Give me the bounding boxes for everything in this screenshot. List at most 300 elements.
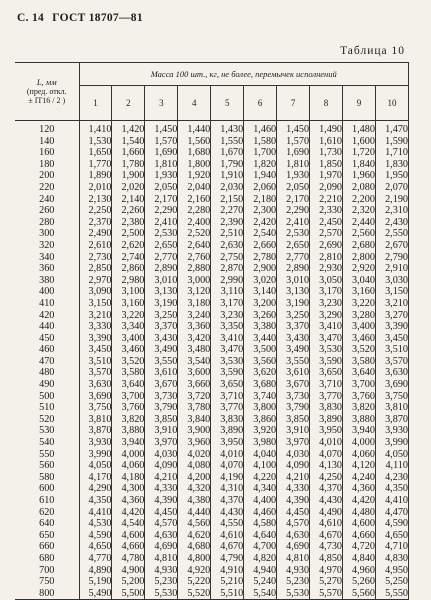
mass-cell: 2,620 [112,240,145,252]
mass-cell: 3,740 [244,391,277,403]
mass-cell: 3,500 [244,344,277,356]
mass-cell: 1,480 [343,121,376,136]
mass-cell: 3,580 [112,367,145,379]
length-cell: 140 [15,136,79,148]
mass-cell: 5,550 [375,588,408,600]
mass-cell: 4,700 [244,541,277,553]
length-cell: 440 [15,321,79,333]
mass-cell: 4,350 [375,483,408,495]
mass-cell: 4,380 [178,495,211,507]
mass-cell: 2,660 [244,240,277,252]
mass-cell: 1,800 [178,159,211,171]
table-row [15,553,409,565]
mass-cell: 3,950 [211,437,244,449]
table-body [15,121,409,600]
table-row [15,344,409,356]
mass-cell: 1,580 [244,136,277,148]
mass-cell: 4,810 [145,553,178,565]
mass-cell: 4,730 [310,541,343,553]
mass-cell: 2,670 [375,240,408,252]
mass-cell: 5,260 [343,576,376,588]
table-row [15,310,409,322]
length-cell: 660 [15,541,79,553]
mass-cell: 4,620 [178,530,211,542]
mass-cell: 3,030 [375,275,408,287]
mass-cell: 4,660 [112,541,145,553]
mass-cell: 4,640 [244,530,277,542]
mass-cell: 3,250 [145,310,178,322]
mass-cell: 4,170 [79,472,112,484]
mass-cell: 1,650 [79,147,112,159]
mass-cell: 3,850 [145,414,178,426]
mass-cell: 2,520 [178,228,211,240]
mass-cell: 3,590 [211,367,244,379]
mass-cell: 4,240 [343,472,376,484]
mass-cell: 2,080 [343,182,376,194]
mass-cell: 3,460 [343,333,376,345]
mass-cell: 2,130 [79,194,112,206]
table-row [15,298,409,310]
mass-cell: 4,320 [178,483,211,495]
mass-cell: 4,670 [310,530,343,542]
mass-cell: 4,840 [343,553,376,565]
mass-cell: 3,240 [178,310,211,322]
mass-cell: 4,970 [310,565,343,577]
mass-cell: 1,670 [211,147,244,159]
table-row [15,321,409,333]
table-row [15,228,409,240]
mass-cell: 3,600 [178,367,211,379]
mass-cell: 2,890 [145,263,178,275]
mass-cell: 1,730 [310,147,343,159]
mass-cell: 5,240 [244,576,277,588]
mass-cell: 4,550 [211,518,244,530]
length-cell: 360 [15,263,79,275]
mass-cell: 2,920 [343,263,376,275]
table-row [15,333,409,345]
mass-cell: 3,170 [211,298,244,310]
column-number-header: 7 [277,86,310,121]
mass-cell: 4,790 [211,553,244,565]
mass-cell: 1,910 [211,170,244,182]
mass-cell: 4,330 [277,483,310,495]
length-cell: 180 [15,159,79,171]
mass-cell: 5,570 [310,588,343,600]
mass-cell: 2,210 [310,194,343,206]
mass-cell: 2,510 [211,228,244,240]
mass-cell: 2,170 [145,194,178,206]
table-row [15,437,409,449]
mass-cell: 1,450 [145,121,178,136]
mass-cell: 5,270 [310,576,343,588]
length-cell: 610 [15,495,79,507]
mass-cell: 2,860 [112,263,145,275]
mass-cell: 1,720 [343,147,376,159]
mass-cell: 2,140 [112,194,145,206]
mass-cell: 1,550 [211,136,244,148]
mass-cell: 3,010 [277,275,310,287]
mass-cell: 4,210 [145,472,178,484]
mass-cell: 3,490 [145,344,178,356]
mass-cell: 2,040 [178,182,211,194]
table-row [15,472,409,484]
mass-cell: 4,330 [145,483,178,495]
length-cell: 640 [15,518,79,530]
mass-cell: 1,930 [277,170,310,182]
mass-cell: 3,020 [244,275,277,287]
mass-cell: 3,770 [310,391,343,403]
mass-cell: 4,060 [343,449,376,461]
table-row [15,147,409,159]
mass-cell: 3,550 [277,356,310,368]
mass-cell: 4,570 [145,518,178,530]
length-cell: 560 [15,460,79,472]
mass-cell: 3,810 [375,402,408,414]
mass-cell: 3,680 [244,379,277,391]
mass-cell: 3,230 [211,310,244,322]
mass-cell: 1,690 [277,147,310,159]
mass-cell: 3,930 [79,437,112,449]
mass-cell: 1,780 [112,159,145,171]
mass-cell: 4,430 [310,495,343,507]
mass-cell: 1,920 [178,170,211,182]
mass-cell: 1,430 [211,121,244,136]
mass-cell: 3,780 [178,402,211,414]
mass-cell: 3,870 [79,425,112,437]
mass-cell: 3,820 [343,402,376,414]
mass-cell: 3,620 [244,367,277,379]
mass-group-header: Масса 100 шт., кг, не более, перемычек исполнений [79,63,409,86]
mass-cell: 3,800 [244,402,277,414]
mass-cell: 4,210 [277,472,310,484]
mass-cell: 2,410 [277,217,310,229]
mass-cell: 3,220 [343,298,376,310]
mass-cell: 4,670 [211,541,244,553]
mass-cell: 2,440 [343,217,376,229]
mass-cell: 4,600 [343,518,376,530]
table-row [15,356,409,368]
mass-cell: 4,560 [178,518,211,530]
mass-cell: 2,680 [343,240,376,252]
mass-cell: 2,070 [375,182,408,194]
length-tolerance-value: ± IT16 / 2 ) [28,96,66,105]
mass-cell: 3,120 [178,286,211,298]
table-row [15,136,409,148]
length-cell: 530 [15,425,79,437]
mass-cell: 4,290 [79,483,112,495]
mass-cell: 3,420 [178,333,211,345]
mass-cell: 4,370 [310,483,343,495]
mass-cell: 4,340 [244,483,277,495]
mass-cell: 2,190 [375,194,408,206]
mass-cell: 3,880 [343,414,376,426]
mass-cell: 3,160 [112,298,145,310]
mass-cell: 2,280 [178,205,211,217]
mass-cell: 3,990 [375,437,408,449]
table-row [15,252,409,264]
mass-cell: 4,910 [211,565,244,577]
length-header [15,63,79,121]
mass-cell: 1,570 [145,136,178,148]
mass-cell: 2,420 [244,217,277,229]
table-row [15,402,409,414]
mass-cell: 3,710 [211,391,244,403]
mass-cell: 2,260 [112,205,145,217]
mass-cell: 4,530 [79,518,112,530]
mass-cell: 3,890 [211,425,244,437]
mass-cell: 3,720 [178,391,211,403]
mass-cell: 2,610 [79,240,112,252]
mass-cell: 1,900 [112,170,145,182]
mass-cell: 1,420 [112,121,145,136]
table-row [15,414,409,426]
mass-cell: 3,170 [310,286,343,298]
mass-cell: 3,570 [79,367,112,379]
length-cell: 420 [15,310,79,322]
mass-cell: 3,580 [343,356,376,368]
mass-cell: 3,610 [277,367,310,379]
mass-cell: 3,430 [145,333,178,345]
mass-cell: 4,690 [145,541,178,553]
mass-cell: 2,430 [375,217,408,229]
mass-cell: 4,900 [112,565,145,577]
mass-cell: 3,470 [211,344,244,356]
mass-cell: 2,970 [79,275,112,287]
mass-cell: 3,670 [277,379,310,391]
mass-cell: 3,430 [277,333,310,345]
mass-cell: 5,210 [211,576,244,588]
mass-cell: 3,610 [145,367,178,379]
mass-cell: 3,630 [375,367,408,379]
mass-cell: 3,530 [211,356,244,368]
mass-cell: 3,550 [145,356,178,368]
mass-cell: 4,580 [244,518,277,530]
mass-cell: 3,920 [244,425,277,437]
mass-cell: 4,450 [145,507,178,519]
mass-cell: 4,390 [145,495,178,507]
table-row [15,170,409,182]
mass-cell: 4,010 [211,449,244,461]
mass-cell: 4,360 [343,483,376,495]
mass-cell: 1,450 [277,121,310,136]
mass-cell: 3,010 [145,275,178,287]
mass-cell: 4,650 [79,541,112,553]
mass-cell: 1,540 [112,136,145,148]
mass-cell: 3,410 [310,321,343,333]
mass-cell: 3,860 [244,414,277,426]
column-number-header: 1 [79,86,112,121]
mass-cell: 3,940 [112,437,145,449]
mass-cell: 4,200 [178,472,211,484]
mass-cell: 3,190 [277,298,310,310]
mass-cell: 3,050 [310,275,343,287]
length-cell: 160 [15,147,79,159]
mass-cell: 4,080 [178,460,211,472]
mass-cell: 3,130 [145,286,178,298]
mass-cell: 1,590 [375,136,408,148]
mass-cell: 3,330 [79,321,112,333]
mass-cell: 3,980 [244,437,277,449]
mass-cell: 3,450 [79,344,112,356]
length-cell: 200 [15,170,79,182]
mass-cell: 2,790 [375,252,408,264]
mass-cell: 3,970 [277,437,310,449]
length-cell: 280 [15,217,79,229]
mass-cell: 4,490 [310,507,343,519]
mass-cell: 3,280 [343,310,376,322]
mass-cell: 2,650 [277,240,310,252]
mass-cell: 1,570 [277,136,310,148]
length-tolerance-note: (пред. откл. [26,87,67,96]
mass-cell: 3,990 [79,449,112,461]
mass-cell: 4,100 [244,460,277,472]
mass-cell: 3,910 [277,425,310,437]
length-cell: 580 [15,472,79,484]
mass-cell: 2,330 [310,205,343,217]
table-row [15,530,409,542]
mass-cell: 4,800 [178,553,211,565]
mass-cell: 5,230 [277,576,310,588]
mass-cell: 4,050 [79,460,112,472]
table-row [15,565,409,577]
table-row [15,518,409,530]
mass-cell: 1,600 [343,136,376,148]
mass-cell: 2,180 [244,194,277,206]
length-cell: 620 [15,507,79,519]
mass-cell: 2,550 [375,228,408,240]
mass-cell: 4,190 [211,472,244,484]
mass-cell: 3,930 [375,425,408,437]
table-row [15,507,409,519]
mass-cell: 1,810 [145,159,178,171]
table-row [15,588,409,600]
mass-cell: 3,190 [145,298,178,310]
mass-cell: 4,410 [375,495,408,507]
mass-cell: 2,050 [277,182,310,194]
mass-cell: 3,160 [343,286,376,298]
mass-cell: 4,400 [244,495,277,507]
mass-cell: 3,650 [310,367,343,379]
mass-cell: 3,460 [112,344,145,356]
mass-cell: 4,440 [178,507,211,519]
mass-cell: 2,400 [178,217,211,229]
mass-cell: 2,060 [244,182,277,194]
mass-cell: 2,810 [310,252,343,264]
mass-cell: 1,940 [244,170,277,182]
mass-cell: 3,640 [112,379,145,391]
mass-cell: 5,540 [244,588,277,600]
mass-cell: 4,660 [343,530,376,542]
mass-cell: 4,030 [277,449,310,461]
mass-cell: 1,830 [375,159,408,171]
mass-cell: 1,820 [244,159,277,171]
mass-cell: 5,490 [79,588,112,600]
mass-cell: 3,090 [79,286,112,298]
mass-cell: 3,370 [277,321,310,333]
table-row [15,217,409,229]
mass-cell: 3,220 [112,310,145,322]
length-cell: 380 [15,275,79,287]
mass-cell: 3,380 [244,321,277,333]
mass-cell: 4,850 [310,553,343,565]
mass-cell: 3,180 [178,298,211,310]
mass-cell: 4,020 [178,449,211,461]
mass-cell: 4,570 [277,518,310,530]
mass-cell: 4,250 [310,472,343,484]
mass-cell: 4,130 [310,460,343,472]
mass-cell: 3,830 [211,414,244,426]
mass-cell: 5,500 [112,588,145,600]
mass-cell: 4,930 [145,565,178,577]
mass-cell: 4,780 [112,553,145,565]
mass-cell: 4,070 [211,460,244,472]
mass-cell: 2,150 [211,194,244,206]
length-cell: 520 [15,414,79,426]
page-ref: С. 14 [17,12,45,24]
table-row [15,275,409,287]
mass-cell: 3,750 [79,402,112,414]
mass-cell: 1,890 [79,170,112,182]
mass-cell: 3,670 [145,379,178,391]
length-cell: 510 [15,402,79,414]
mass-cell: 2,390 [211,217,244,229]
mass-cell: 2,310 [375,205,408,217]
mass-cell: 1,470 [375,121,408,136]
mass-cell: 2,910 [375,263,408,275]
mass-cell: 4,600 [112,530,145,542]
mass-cell: 3,820 [112,414,145,426]
mass-cell: 2,030 [211,182,244,194]
mass-cell: 5,530 [145,588,178,600]
mass-cell: 4,950 [375,565,408,577]
mass-cell: 1,680 [178,147,211,159]
mass-cell: 1,770 [79,159,112,171]
mass-cell: 3,200 [244,298,277,310]
table-row [15,391,409,403]
length-cell: 320 [15,240,79,252]
mass-cell: 3,710 [310,379,343,391]
length-cell: 550 [15,449,79,461]
mass-cell: 3,390 [375,321,408,333]
mass-cell: 2,320 [343,205,376,217]
table-row [15,541,409,553]
mass-cell: 2,740 [112,252,145,264]
mass-cell: 2,640 [178,240,211,252]
mass-cell: 4,430 [211,507,244,519]
column-number-header: 4 [178,86,211,121]
length-cell: 750 [15,576,79,588]
mass-cell: 3,690 [375,379,408,391]
mass-cell: 4,480 [343,507,376,519]
mass-cell: 4,350 [79,495,112,507]
table-row [15,194,409,206]
mass-cell: 3,730 [145,391,178,403]
mass-cell: 2,560 [343,228,376,240]
mass-cell: 3,540 [178,356,211,368]
mass-cell: 4,630 [277,530,310,542]
length-cell: 450 [15,333,79,345]
mass-cell: 1,690 [145,147,178,159]
mass-cell: 3,250 [277,310,310,322]
mass-cell: 2,200 [343,194,376,206]
mass-cell: 2,650 [145,240,178,252]
mass-cell: 4,470 [375,507,408,519]
mass-cell: 5,200 [112,576,145,588]
mass-cell: 1,700 [244,147,277,159]
mass-cell: 2,490 [79,228,112,240]
length-cell: 680 [15,553,79,565]
mass-cell: 4,180 [112,472,145,484]
